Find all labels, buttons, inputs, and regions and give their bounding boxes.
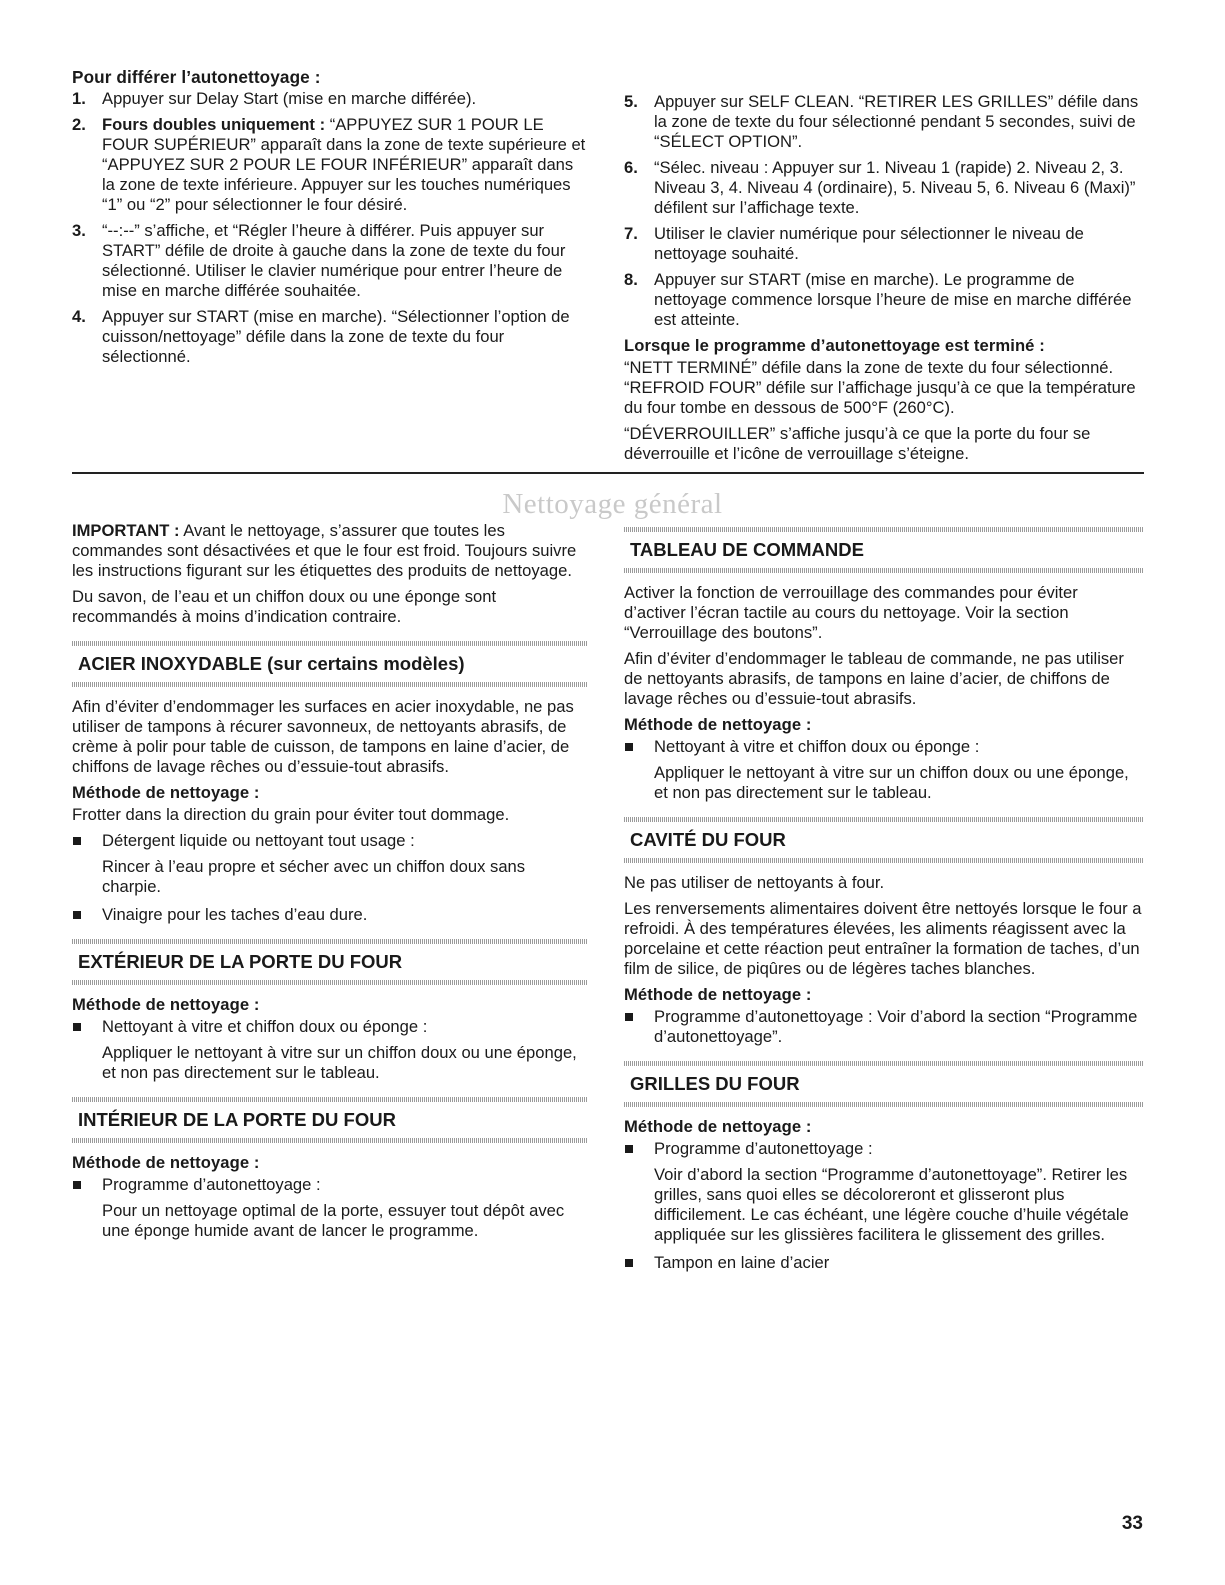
method-list [72,905,588,925]
list-item: Nettoyant à vitre et chiffon doux ou éponge : [624,737,1144,757]
step-item: 1. Appuyer sur Delay Start (mise en marche différée). [72,89,477,108]
list-item: Programme d’autonettoyage : [72,1175,588,1195]
list-item: Nettoyant à vitre et chiffon doux ou éponge : [72,1017,588,1037]
list-item: Programme d’autonettoyage : Voir d’abord la section “Programme d’autonettoyage”. [624,1007,1144,1047]
control-panel-header: TABLEAU DE COMMANDE [624,527,1144,573]
section-title: Nettoyage général [502,488,723,520]
general-cleaning-left [72,521,588,1249]
section-divider [72,472,1144,474]
list-item-detail: Appliquer le nettoyant à vitre sur un chiffon doux ou une éponge, et non pas directement sur le tableau. [654,763,1129,802]
interior-door-header: INTÉRIEUR DE LA PORTE DU FOUR [72,1097,588,1143]
list-item-detail: Rincer à l’eau propre et sécher avec un chiffon doux sans charpie. [102,857,526,896]
list-item: Tampon en laine d’acier [624,1253,1144,1273]
method-list [72,831,588,851]
step-item: 5. Appuyer sur SELF CLEAN. “RETIRER LES GRILLES” défile dans la zone de texte du four sélectionné pendant 5 secondes, suivi de “SÉLECT OPTION”. [624,92,1139,151]
delay-clean-instructions [72,67,588,373]
delay-clean-instructions-continued [624,92,1144,470]
soap-note: Du savon, de l’eau et un chiffon doux ou une éponge sont recommandés à moins d’indication contraire. [72,587,497,626]
method-list [72,1175,588,1195]
control-panel-text: Afin d’éviter d’endommager le tableau de commande, ne pas utiliser de nettoyants abrasifs, de tampons en laine d’acier, de chiffons de lavage rêches ou d’essuie-tout abrasifs. [624,649,1124,708]
list-item: Vinaigre pour les taches d’eau dure. [72,905,588,925]
step-item: 7. Utiliser le clavier numérique pour sélectionner le niveau de nettoyage souhaité. [624,224,1084,263]
method-list [624,1007,1144,1047]
method-heading: Méthode de nettoyage : [72,783,260,802]
delay-clean-steps-continued [624,92,1144,330]
clean-finished-text: “NETT TERMINÉ” défile dans la zone de texte du four sélectionné. “REFROID FOUR” défile sur l’affichage jusqu’à ce que la température du four tombe en dessous de 500°F (260°C). [624,358,1136,417]
list-item-detail: Voir d’abord la section “Programme d’autonettoyage”. Retirer les grilles, sans quoi elles se décoloreront et glisseront plus difficilement. Le cas échéant, une légère couche d’huile végétale appliquée sur les glissières facilitera le glissement des grilles. [654,1165,1129,1244]
exterior-door-header: EXTÉRIEUR DE LA PORTE DU FOUR [72,939,588,985]
oven-cavity-text: Ne pas utiliser de nettoyants à four. [624,873,885,892]
delay-clean-steps [72,89,588,367]
step-item: 6. “Sélec. niveau : Appuyer sur 1. Niveau 1 (rapide) 2. Niveau 2, 3. Niveau 3, 4. Niveau 4 (ordinaire), 5. Niveau 5, 6. Niveau 6 (Maxi)” défilent sur l’affichage texte. [624,158,1136,217]
page-number: 33 [1121,1513,1143,1534]
stainless-steel-text: Afin d’éviter d’endommager les surfaces en acier inoxydable, ne pas utiliser de tampons à récurer savonneux, de nettoyants abrasifs, de crème à polir pour table de cuisson, de tampons en laine d’acier, de chiffons de lavage rêches ou d’essuie-tout abrasifs. [72,697,574,776]
stainless-steel-header: ACIER INOXYDABLE (sur certains modèles) [72,641,588,687]
step-item: 4. Appuyer sur START (mise en marche). “Sélectionner l’option de cuisson/nettoyage” défile dans la zone de texte du four sélectionné. [72,307,570,366]
oven-cavity-text: Les renversements alimentaires doivent être nettoyés lorsque le four a refroidi. À des températures élevées, les aliments réagissent avec la porcelaine et cette réaction peut entraîner la formation de taches, d’un film de silice, de piqûres ou de légères taches blanches. [624,899,1142,978]
delay-clean-heading: Pour différer l’autonettoyage : [72,67,321,87]
list-item-detail: Pour un nettoyage optimal de la porte, essuyer tout dépôt avec une éponge humide avant de lancer le programme. [102,1201,565,1240]
clean-finished-heading: Lorsque le programme d’autonettoyage est terminé : [624,336,1045,355]
step-item: 8. Appuyer sur START (mise en marche). Le programme de nettoyage commence lorsque l’heure de mise en marche différée est atteinte. [624,270,1132,329]
clean-unlock-text: “DÉVERROUILLER” s’affiche jusqu’à ce que la porte du four se déverrouille et l’icône de verrouillage s’éteigne. [624,424,1091,463]
oven-cavity-header: CAVITÉ DU FOUR [624,817,1144,863]
list-item-detail: Appliquer le nettoyant à vitre sur un chiffon doux ou une éponge, et non pas directement sur le tableau. [102,1043,577,1082]
list-item: Programme d’autonettoyage : [624,1139,1144,1159]
method-list [624,737,1144,757]
method-heading: Méthode de nettoyage : [624,715,812,734]
method-list [624,1253,1144,1273]
method-list [72,1017,588,1037]
oven-racks-header: GRILLES DU FOUR [624,1061,1144,1107]
step-item: 2. Fours doubles uniquement : “APPUYEZ SUR 1 POUR LE FOUR SUPÉRIEUR” apparaît dans la zone de texte supérieure et “APPUYEZ SUR 2 POUR LE FOUR INFÉRIEUR” apparaît dans la zone de texte inférieure. Appuyer sur les touches numériques “1” ou “2” pour sélectionner le four désiré. [72,115,586,214]
method-text: Frotter dans la direction du grain pour éviter tout dommage. [72,805,510,824]
method-heading: Méthode de nettoyage : [72,995,260,1014]
method-heading: Méthode de nettoyage : [624,1117,812,1136]
method-heading: Méthode de nettoyage : [72,1153,260,1172]
list-item: Détergent liquide ou nettoyant tout usage : [72,831,588,851]
step-item: 3. “--:--” s’affiche, et “Régler l’heure à différer. Puis appuyer sur START” défile de droite à gauche dans la zone de texte du four sélectionné. Utiliser le clavier numérique pour entrer l’heure de mise en marche différée souhaitée. [72,221,566,300]
control-panel-text: Activer la fonction de verrouillage des commandes pour éviter d’activer l’écran tactile au cours du nettoyage. Voir la section “Verrouillage des boutons”. [624,583,1078,642]
method-list [624,1139,1144,1159]
important-note: IMPORTANT : Avant le nettoyage, s’assurer que toutes les commandes sont désactivées et que le four est froid. Toujours suivre les instructions figurant sur les étiquettes des produits de nettoyage. [72,521,577,580]
method-heading: Méthode de nettoyage : [624,985,812,1004]
general-cleaning-right [624,521,1144,1279]
